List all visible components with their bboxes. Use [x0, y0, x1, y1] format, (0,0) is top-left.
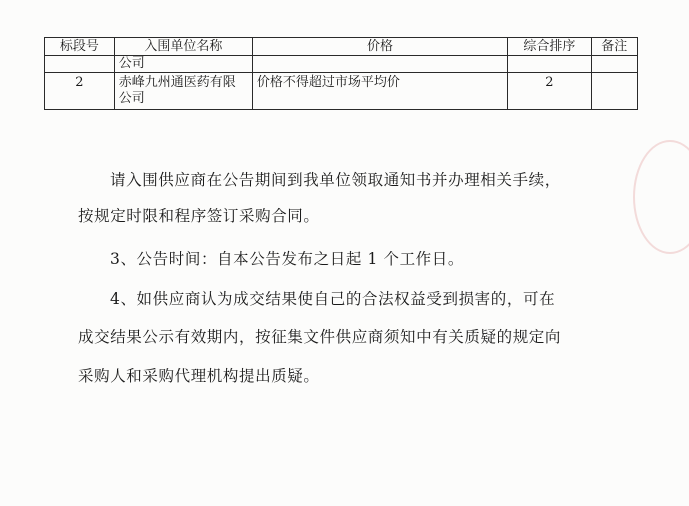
award-table	[44, 37, 638, 110]
table-row	[45, 73, 638, 110]
cell-rank	[508, 56, 591, 73]
cell-lot-number: 2	[45, 73, 115, 110]
cell-price	[252, 56, 507, 73]
paragraph-announcement-period: 3、公告时间：自本公告发布之日起 1 个工作日。	[110, 250, 464, 268]
table-row	[45, 56, 638, 73]
cell-price: 价格不得超过市场平均价	[252, 73, 507, 110]
header-remarks: 备注	[591, 38, 637, 56]
header-price: 价格	[252, 38, 507, 56]
paragraph-collect-notice-line1: 请入围供应商在公告期间到我单位领取通知书并办理相关手续，	[110, 171, 561, 189]
cell-rank: 2	[508, 73, 591, 110]
paragraph-objection-line3: 采购人和采购代理机构提出质疑。	[78, 367, 320, 385]
cell-remarks	[591, 56, 637, 73]
cell-remarks	[591, 73, 637, 110]
cell-unit-name: 公司	[114, 56, 252, 73]
paragraph-objection-line1: 4、如供应商认为成交结果使自己的合法权益受到损害的，可在	[110, 290, 556, 308]
header-overall-rank: 综合排序	[508, 38, 591, 56]
cell-lot-number	[45, 56, 115, 73]
table-header-row	[45, 38, 638, 56]
paragraph-collect-notice-line2: 按规定时限和程序签订采购合同。	[78, 207, 320, 225]
cell-unit-name: 赤峰九州通医药有限公司	[114, 73, 252, 110]
header-lot-number: 标段号	[45, 38, 115, 56]
official-seal-edge	[633, 140, 689, 254]
header-unit-name: 入围单位名称	[114, 38, 252, 56]
paragraph-objection-line2: 成交结果公示有效期内，按征集文件供应商须知中有关质疑的规定向	[78, 328, 562, 346]
